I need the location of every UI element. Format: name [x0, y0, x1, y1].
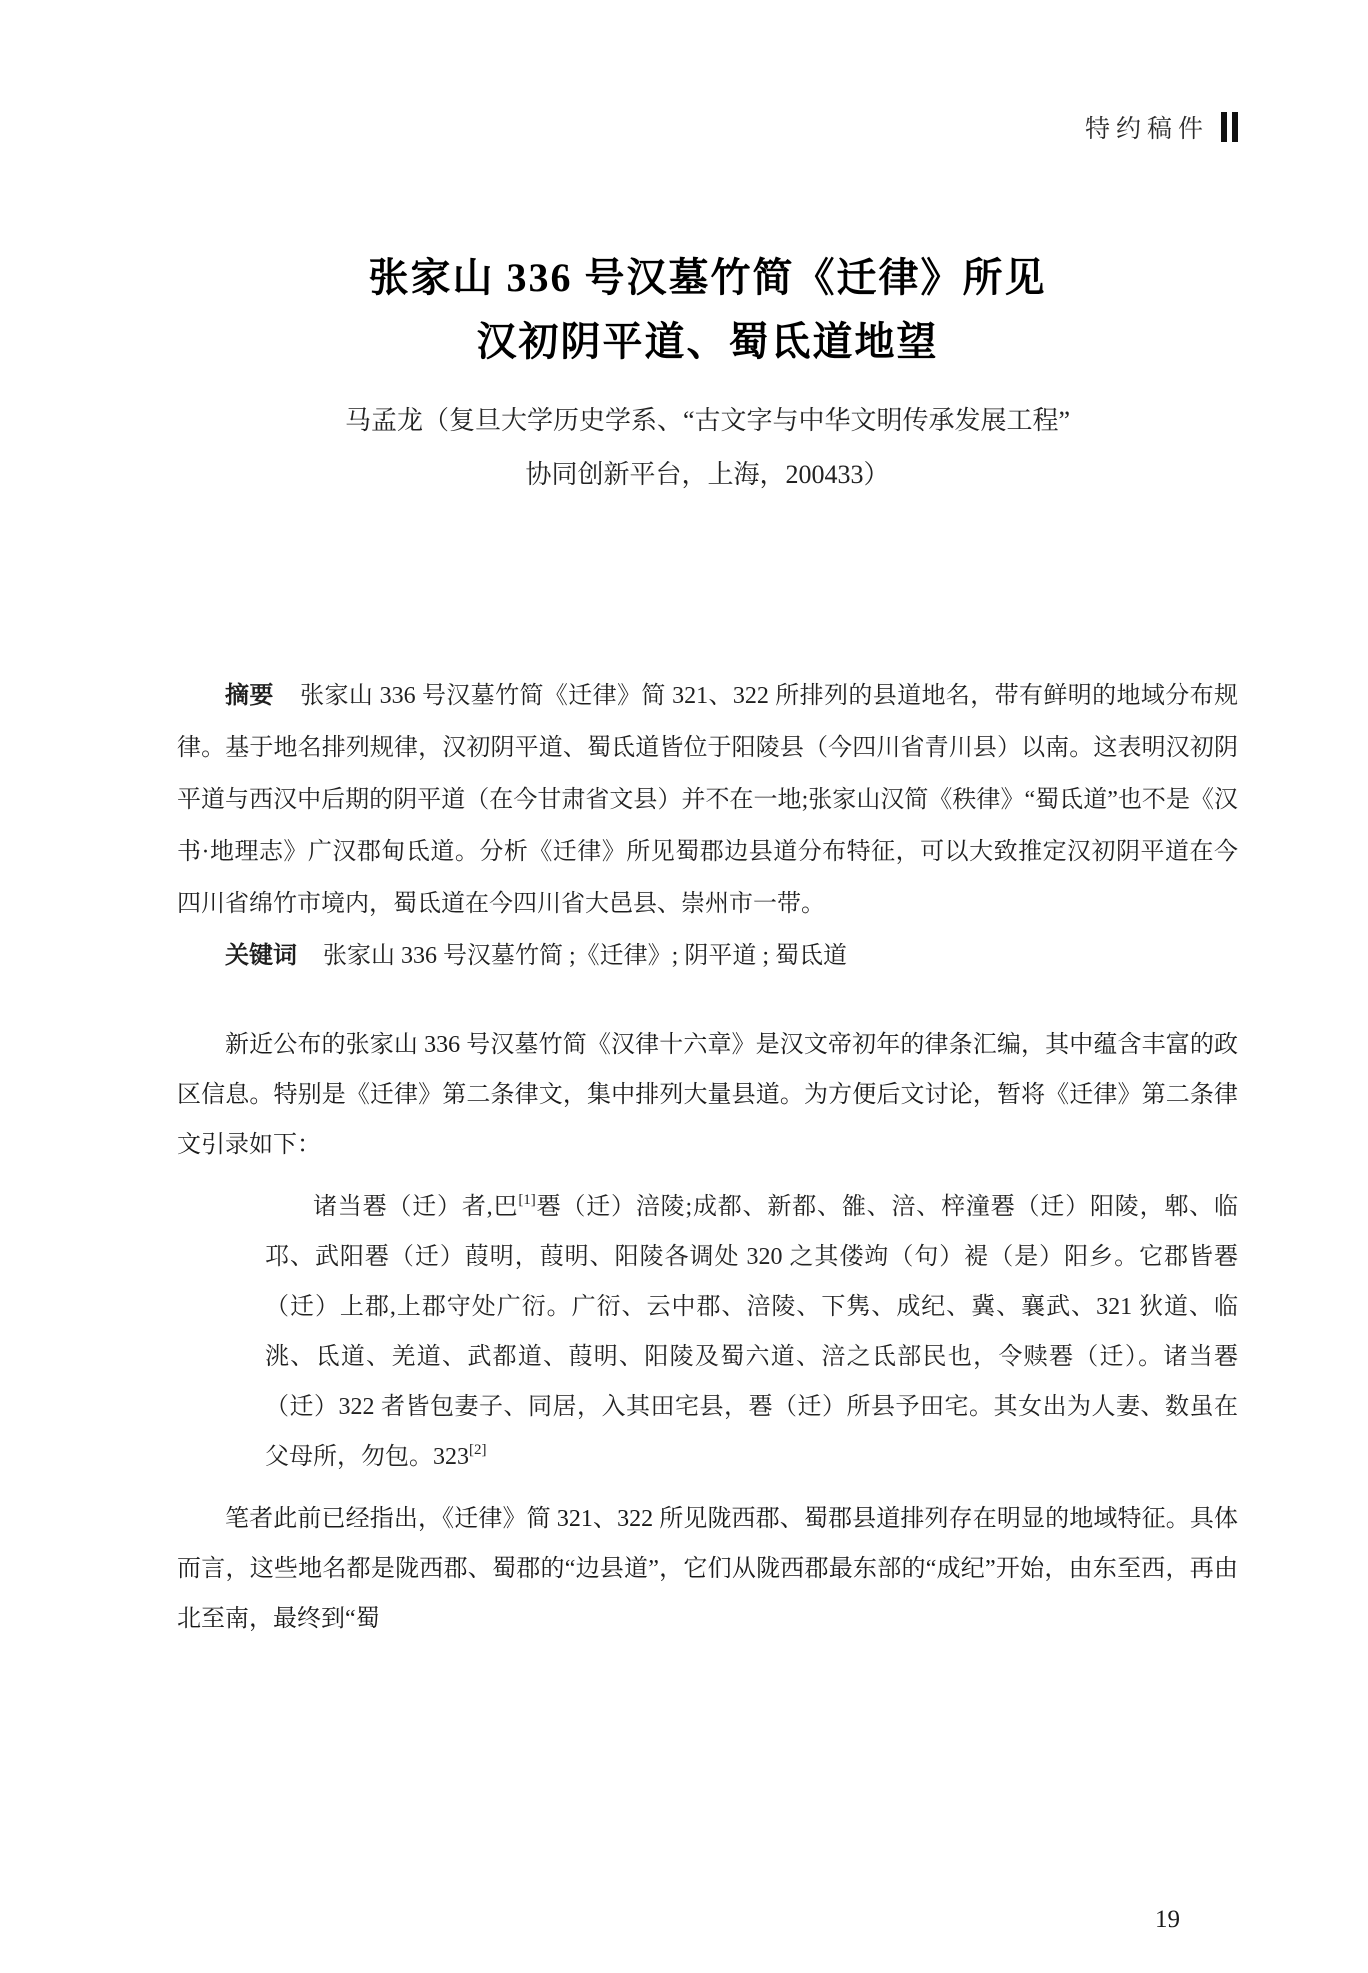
- keywords-label: 关键词: [225, 942, 297, 969]
- quote-text: 诸当䙴（迁）者,巴: [313, 1194, 519, 1220]
- quote-text: 䙴（迁）涪陵;成都、新都、雒、涪、梓潼䙴（迁）阳陵，郫、临邛、武阳䙴（迁）葭明，葭明、阳陵各调处 320 之其偻竘（句）褆（是）阳乡。它郡皆䙴（迁）上郡,上郡守处广衍。广衍、云中郡、涪陵、下隽、成纪、冀、襄武、321 狄道、临洮、氐道、羌道、武都道、葭明、阳陵及蜀六道、涪之氐部民也，令赎䙴（迁）。诸当䙴（迁）322 者皆包妻子、同居，入其田宅县，䙴（迁）所县予田宅。其女出为人妻、数虽在父母所，勿包。323: [265, 1194, 1239, 1470]
- author-line-1: 马孟龙（复旦大学历史学系、“古文字与中华文明传承发展工程”: [344, 406, 1071, 435]
- page-header: [177, 0, 1238, 150]
- author-line-2: 协同创新平台，上海，200433）: [525, 460, 890, 489]
- footnote-marker: [2]: [469, 1442, 487, 1458]
- paragraph-1: 新近公布的张家山 336 号汉墓竹简《汉律十六章》是汉文帝初年的律条汇编，其中蕴含丰富的政区信息。特别是《迁律》第二条律文，集中排列大量县道。为方便后文讨论，暂将《迁律》第二条律文引录如下：: [177, 1032, 1238, 1158]
- paragraph-2: 笔者此前已经指出，《迁律》简 321、322 所见陇西郡、蜀郡县道排列存在明显的地域特征。具体而言，这些地名都是陇西郡、蜀郡的“边县道”，它们从陇西郡最东部的“成纪”开始，由东至西，再由北至南，最终到“蜀: [177, 1506, 1238, 1632]
- author-affiliation: [177, 394, 1238, 502]
- abstract-label: 摘要: [225, 682, 274, 709]
- article-body: [177, 1020, 1238, 1644]
- keywords-paragraph: [177, 930, 1238, 982]
- double-bar-icon: [1221, 112, 1238, 150]
- page-number: 19: [1155, 1906, 1180, 1933]
- title-line-2: 汉初阴平道、蜀氐道地望: [476, 319, 939, 364]
- article-title: [177, 246, 1238, 374]
- abstract-text: 张家山 336 号汉墓竹简《迁律》简 321、322 所排列的县道地名，带有鲜明的地域分布规律。基于地名排列规律，汉初阴平道、蜀氐道皆位于阳陵县（今四川省青川县）以南。这表明汉初阴平道与西汉中后期的阴平道（在今甘肃省文县）并不在一地;张家山汉简《秩律》“蜀氐道”也不是《汉书·地理志》广汉郡甸氐道。分析《迁律》所见蜀郡边县道分布特征，可以大致推定汉初阴平道在今四川省绵竹市境内，蜀氐道在今四川省大邑县、崇州市一带。: [177, 683, 1238, 917]
- keywords-text: 张家山 336 号汉墓竹简 ;《迁律》; 阴平道 ; 蜀氐道: [323, 943, 848, 969]
- abstract-block: [177, 670, 1238, 982]
- footnote-marker: [1]: [518, 1192, 536, 1208]
- title-line-1: 张家山 336 号汉墓竹简《迁律》所见: [368, 255, 1047, 300]
- statute-quote: [265, 1182, 1238, 1482]
- abstract-paragraph: [177, 670, 1238, 930]
- column-label: 特约稿件: [1084, 116, 1209, 143]
